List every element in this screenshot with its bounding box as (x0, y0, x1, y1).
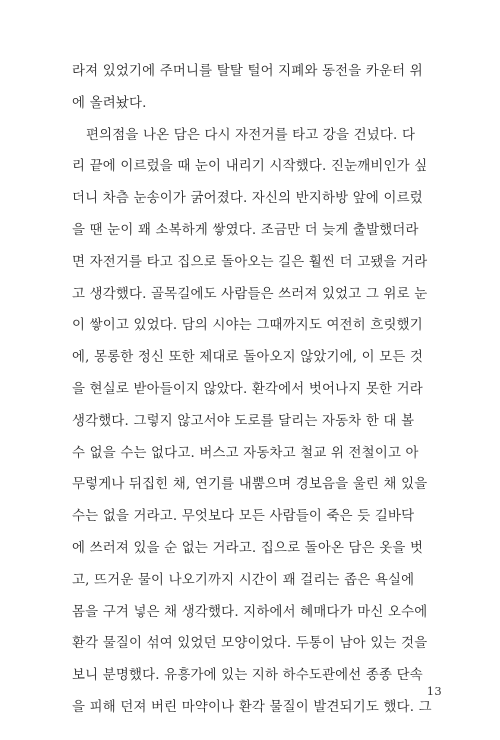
text-line: 을 현실로 받아들이지 않았다. 환각에서 벗어나지 못한 거라 (72, 381, 423, 397)
text-line: 을 땐 눈이 꽤 소복하게 쌓였다. 조금만 더 늦게 출발했더라 (72, 222, 419, 238)
text-line: 몸을 구겨 넣은 채 생각했다. 지하에서 혜매다가 마신 오수에 (72, 604, 428, 620)
text-line: 을 피해 던져 버린 마약이나 환각 물질이 발견되기도 했다. 그 (72, 699, 432, 715)
text-line: 면 자전거를 타고 집으로 돌아오는 길은 훨씬 더 고됐을 거라 (72, 254, 428, 270)
text-line: 리 끝에 이르렀을 때 눈이 내리기 시작했다. 진눈깨비인가 싶 (72, 159, 428, 175)
page-number: 13 (426, 684, 442, 698)
text-line: 고, 뜨거운 물이 나오기까지 시간이 꽤 걸리는 좁은 욕실에 (72, 572, 415, 588)
text-line: 환각 물질이 섞여 있었던 모양이었다. 두통이 남아 있는 것을 (72, 636, 428, 652)
text-line: 무렇게나 뒤집힌 채, 연기를 내뿜으며 경보음을 울린 채 있을 (72, 477, 428, 493)
text-line: 에 올려놨다. (72, 95, 147, 111)
text-line: 이 쌓이고 있었다. 담의 시야는 그때까지도 여전히 흐릿했기 (72, 318, 423, 334)
text-line: 에 쓰러져 있을 순 없는 거라고. 집으로 돌아온 담은 옷을 벗 (72, 540, 424, 556)
text-line: 에, 몽롱한 정신 또한 제대로 돌아오지 않았기에, 이 모든 것 (72, 350, 424, 366)
text-line: 수 없을 수는 없다고. 버스고 자동차고 철교 위 전철이고 아 (72, 445, 419, 461)
text-line: 보니 분명했다. 유흥가에 있는 지하 하수도관에선 종종 단속 (72, 668, 423, 684)
body-text (72, 56, 436, 724)
paragraph-first-line: 편의점을 나온 담은 다시 자전거를 타고 강을 건넜다. 다 (86, 127, 416, 143)
text-line: 수는 없을 거라고. 무엇보다 모든 사람들이 죽은 듯 길바닥 (72, 509, 415, 525)
text-line: 라져 있었기에 주머니를 탈탈 털어 지폐와 동전을 카운터 위 (72, 64, 423, 79)
text-line: 생각했다. 그렇지 않고서야 도로를 달리는 자동차 한 대 볼 (72, 413, 415, 429)
text-line: 고 생각했다. 골목길에도 사람들은 쓰러져 있었고 그 위로 눈 (72, 286, 428, 302)
text-line: 더니 차츰 눈송이가 굵어졌다. 자신의 반지하방 앞에 이르렀 (72, 191, 423, 207)
